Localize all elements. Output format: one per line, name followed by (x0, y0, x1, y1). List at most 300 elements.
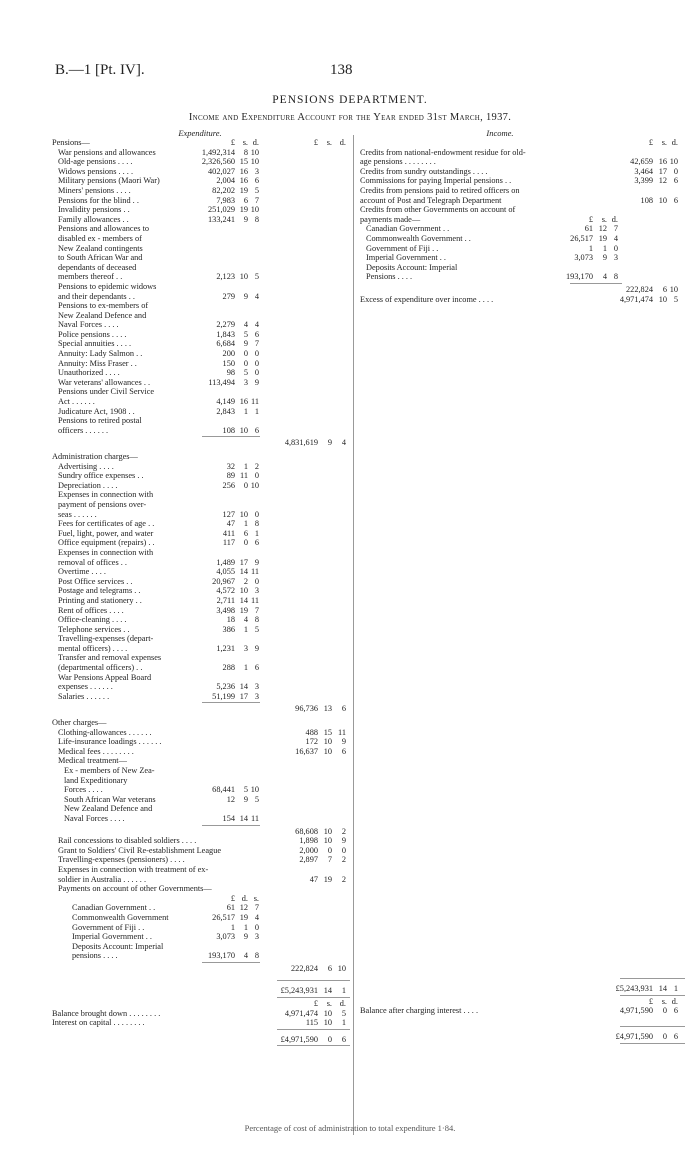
column-divider (353, 135, 354, 1135)
amount-pence: 5 (254, 185, 259, 195)
amount-shillings: 6 (327, 963, 332, 973)
admin-row (52, 519, 352, 529)
payment-row (52, 913, 352, 923)
rule-line (202, 962, 260, 963)
amount-pounds: 3,464 (634, 166, 653, 176)
amount-shillings: 10 (239, 586, 248, 596)
amount-shillings: d. (241, 893, 248, 903)
amount-pence: 0 (341, 845, 346, 855)
pension-row (52, 148, 352, 158)
admin-row (52, 615, 352, 625)
income-row (360, 176, 690, 186)
amount-pence: 4 (254, 291, 259, 301)
row-label: soldier in Australia . . . . . . (58, 874, 147, 884)
amount-pounds: £ (313, 999, 318, 1009)
amount-pounds: 4,149 (216, 397, 235, 407)
amount-pounds: £4,971,590 (615, 1032, 653, 1042)
amount-shillings: 0 (243, 480, 248, 490)
row-label: Pensions to ex-members of (58, 301, 149, 311)
amount-shillings: 16 (658, 157, 667, 167)
statement-title: Income and Expenditure Account for the Year ended 31st March, 1937. (188, 112, 512, 123)
rule-line (277, 1029, 350, 1030)
amount-pence: 2 (254, 461, 259, 471)
currency-header (360, 138, 690, 148)
admin-row (52, 529, 352, 539)
amount-shillings: s. (326, 138, 332, 147)
row-label: Act . . . . . . (58, 397, 95, 407)
amount-pounds: 288 (222, 663, 235, 673)
amount-shillings: 0 (327, 845, 332, 855)
amount-pounds: 61 (584, 224, 593, 234)
amount-shillings: 3 (243, 643, 248, 653)
amount-shillings: 12 (658, 176, 667, 186)
income-inner-row (360, 253, 690, 263)
row-label: and their dependants . . (58, 291, 135, 301)
amount-shillings: 4 (243, 320, 248, 330)
row-label: Canadian Government . . (366, 224, 450, 234)
amount-pence: 10 (250, 157, 259, 167)
amount-pence: 1 (254, 406, 259, 416)
row-label: Commonwealth Government . . (366, 233, 471, 243)
amount-shillings: 1 (243, 624, 248, 634)
pension-row (52, 186, 352, 196)
amount-pounds: 108 (222, 425, 235, 435)
amount-pounds: 5,236 (216, 682, 235, 692)
pension-row (52, 320, 352, 330)
row-label: seas . . . . . . (58, 509, 97, 519)
row-label: Postage and telegrams . . (58, 586, 141, 596)
row-label: Travelling-expenses (pensioners) . . . . (58, 855, 185, 865)
amount-shillings: 7 (327, 855, 332, 865)
row-label: Police pensions . . . . (58, 329, 127, 339)
amount-shillings: 12 (239, 903, 248, 913)
amount-pence: 1 (254, 528, 259, 538)
row-label: Rail concessions to disabled soldiers . . . . (58, 836, 197, 846)
row-label: Expenses in connection with (58, 547, 154, 557)
amount-pounds: 82,202 (212, 185, 235, 195)
amount-pounds: 200 (222, 349, 235, 359)
row-label: expenses . . . . . . (58, 682, 113, 692)
amount-pence: 3 (254, 586, 259, 596)
amount-pounds: 3,073 (574, 253, 593, 263)
admin-row (52, 500, 352, 510)
amount-pence: 7 (254, 195, 259, 205)
amount-shillings: s. (661, 996, 667, 1006)
amount-shillings: 5 (243, 329, 248, 339)
amount-pence: 2 (341, 855, 346, 865)
row-label: Excess of expenditure over income . . . . (360, 294, 494, 304)
amount-pounds: 3,399 (634, 176, 653, 186)
amount-shillings: 14 (239, 813, 248, 823)
pension-row (52, 167, 352, 177)
amount-pounds: 1,231 (216, 643, 235, 653)
amount-pounds: 47 (226, 519, 235, 529)
amount-pounds: 113,494 (208, 377, 235, 387)
amount-shillings: 6 (662, 284, 667, 294)
admin-row (52, 567, 352, 577)
amount-pounds: 12 (226, 794, 235, 804)
row-label: Overtime . . . . (58, 567, 106, 577)
admin-row (52, 586, 352, 596)
medical-row (52, 795, 352, 805)
row-label: Credits from pensions paid to retired officers on (360, 185, 520, 195)
amount-shillings: 9 (243, 339, 248, 349)
amount-shillings: 0 (243, 349, 248, 359)
row-label: War Pensions Appeal Board (58, 672, 152, 682)
amount-pence: 4 (613, 233, 618, 243)
payments-total (52, 964, 352, 974)
amount-pence: 5 (341, 1008, 346, 1018)
amount-shillings: 19 (239, 185, 248, 195)
amount-pence: 0 (673, 166, 678, 176)
amount-pence: 11 (338, 727, 346, 737)
amount-pounds: 68,608 (295, 826, 318, 836)
currency-header (360, 997, 690, 1007)
amount-pounds: 133,241 (208, 214, 235, 224)
income-table (360, 138, 690, 1045)
row-label: Credits from national-endowment residue for old- (360, 147, 526, 157)
amount-pence: 6 (254, 425, 259, 435)
amount-shillings: 5 (243, 368, 248, 378)
currency-header (52, 999, 352, 1009)
pension-row (52, 397, 352, 407)
payment-row (52, 932, 352, 942)
amount-pence: 9 (341, 836, 346, 846)
amount-shillings: 15 (239, 157, 248, 167)
amount-pence: 11 (251, 595, 259, 605)
rule (360, 977, 690, 980)
pension-row (52, 387, 352, 397)
amount-shillings: 16 (239, 166, 248, 176)
amount-pence: 6 (254, 176, 259, 186)
row-label: Life-insurance loadings . . . . . . (58, 737, 162, 747)
pension-row (52, 244, 352, 254)
amount-pounds: 4,971,590 (619, 1006, 653, 1016)
row-label: Unauthorized . . . . (58, 368, 120, 378)
amount-pounds: 117 (222, 538, 235, 548)
amount-shillings: s. (661, 138, 667, 147)
row-label: Canadian Government . . (72, 903, 156, 913)
amount-pence: 6 (341, 704, 346, 714)
row-label: members thereof . . (58, 272, 123, 282)
amount-shillings: 4 (602, 272, 607, 282)
amount-pounds: 18 (226, 615, 235, 625)
admin-row (52, 663, 352, 673)
pension-row (52, 196, 352, 206)
currency-header (52, 894, 352, 904)
row-label: to South African War and (58, 253, 143, 263)
amount-shillings: 4 (243, 951, 248, 961)
amount-shillings: 10 (323, 1018, 332, 1028)
amount-pounds: 47 (309, 874, 318, 884)
amount-pounds: 150 (222, 358, 235, 368)
amount-shillings: 6 (243, 195, 248, 205)
row-label: payment of pensions over- (58, 499, 147, 509)
amount-pence: 6 (341, 1034, 346, 1044)
payment-row (52, 903, 352, 913)
amount-pence: 9 (341, 737, 346, 747)
amount-pence: 10 (250, 205, 259, 215)
amount-pence: 1 (673, 984, 678, 994)
admin-row (52, 644, 352, 654)
amount-pence: 1 (341, 1018, 346, 1028)
currency-header (52, 138, 352, 148)
row-label: New Zealand Defence and (64, 804, 153, 814)
amount-pounds: 222,824 (291, 963, 318, 973)
balance-row (52, 1018, 352, 1028)
row-label: Payments on account of other Governments— (58, 884, 212, 894)
amount-shillings: 0 (662, 1006, 667, 1016)
amount-shillings: 1 (243, 519, 248, 529)
amount-pence: 5 (673, 294, 678, 304)
balance-row (52, 1009, 352, 1019)
row-label: Credits from sundry outstandings . . . . (360, 166, 488, 176)
row-label: Annuity: Miss Fraser . . (58, 358, 137, 368)
pension-row (52, 292, 352, 302)
row-label: Advertising . . . . (58, 461, 114, 471)
amount-pounds: 251,029 (208, 205, 235, 215)
income-inner-row (360, 272, 690, 282)
pension-row (52, 205, 352, 215)
admin-row (52, 692, 352, 702)
row-label: Ex - members of New Zea- (64, 766, 155, 775)
amount-pounds: 1 (230, 922, 235, 932)
department-title: PENSIONS DEPARTMENT. (272, 94, 428, 106)
amount-pounds: 6,684 (216, 339, 235, 349)
admin-row (52, 634, 352, 644)
amount-pounds: 488 (305, 727, 318, 737)
amount-pounds: £4,971,590 (280, 1034, 318, 1044)
row-label: Deposits Account: Imperial (72, 941, 164, 951)
amount-shillings: 15 (323, 727, 332, 737)
row-label: officers . . . . . . (58, 425, 109, 435)
amount-pence: 2 (341, 874, 346, 884)
amount-shillings: 17 (239, 691, 248, 701)
row-label: Pensions— (52, 138, 90, 147)
amount-pence: 4 (254, 320, 259, 330)
admin-row (52, 673, 352, 683)
amount-pence: 8 (254, 951, 259, 961)
amount-pence: 0 (254, 509, 259, 519)
amount-pence: 3 (254, 932, 259, 942)
rule (360, 1025, 690, 1028)
amount-pounds: 279 (222, 291, 235, 301)
amount-pounds: £ (588, 214, 593, 224)
amount-pounds: 2,123 (216, 272, 235, 282)
row-label: Annuity: Lady Salmon . . (58, 349, 143, 359)
row-label: age pensions . . . . . . . . (360, 157, 436, 167)
rule-line (620, 1026, 685, 1027)
payment-row (52, 923, 352, 933)
admin-row (52, 548, 352, 558)
admin-row (52, 471, 352, 481)
row-label: Office-cleaning . . . . (58, 615, 127, 625)
pension-row (52, 272, 352, 282)
amount-shillings: 17 (239, 557, 248, 567)
row-label: Pensions . . . . (366, 272, 413, 282)
row-label: Depreciation . . . . (58, 480, 118, 490)
amount-shillings: 12 (598, 224, 607, 234)
amount-pounds: 2,897 (299, 855, 318, 865)
amount-pence: 7 (613, 224, 618, 234)
amount-shillings: 10 (323, 1008, 332, 1018)
amount-shillings: s. (601, 214, 607, 224)
amount-pence: 8 (254, 615, 259, 625)
amount-pence: 0 (254, 358, 259, 368)
amount-shillings: 11 (240, 471, 248, 481)
amount-pounds: 108 (640, 195, 653, 205)
amount-pence: 3 (254, 682, 259, 692)
admin-row (52, 510, 352, 520)
rule-line (620, 978, 685, 979)
income-inner-row (360, 224, 690, 234)
amount-shillings: 8 (243, 147, 248, 157)
other-row (52, 728, 352, 738)
amount-shillings: 10 (323, 826, 332, 836)
income-row (360, 157, 690, 167)
rule-line (277, 980, 350, 981)
income-inner-total (360, 285, 690, 295)
row-label: land Expeditionary (64, 775, 128, 785)
amount-shillings: 0 (327, 1034, 332, 1044)
medical-row (52, 814, 352, 824)
pension-row (52, 349, 352, 359)
rule-line (570, 283, 622, 284)
income-inner-row (360, 244, 690, 254)
grand-total (52, 986, 352, 996)
balance-row (360, 1006, 690, 1016)
amount-shillings: 0 (662, 1032, 667, 1042)
row-label: Forces . . . . (64, 785, 103, 795)
amount-pounds: 222,824 (626, 284, 653, 294)
income-heading: Income. (486, 128, 514, 138)
admin-row (52, 490, 352, 500)
row-label: Imperial Government . . (366, 253, 446, 263)
amount-shillings: 9 (602, 253, 607, 263)
pension-row (52, 253, 352, 263)
amount-shillings: 1 (243, 663, 248, 673)
amount-shillings: 19 (239, 205, 248, 215)
pension-row (52, 311, 352, 321)
row-label: Printing and stationery . . (58, 595, 142, 605)
pension-row (52, 368, 352, 378)
row-label: War veterans' allowances . . (58, 377, 151, 387)
income-row (360, 148, 690, 158)
amount-pounds: 61 (226, 903, 235, 913)
rule (52, 979, 352, 982)
row-label: Pensions for the blind . . (58, 195, 139, 205)
rule-line (202, 825, 260, 826)
row-label: Transfer and removal expenses (58, 653, 162, 663)
amount-pounds: 1,843 (216, 329, 235, 339)
admin-row (52, 606, 352, 616)
row-label: Telephone services . . (58, 624, 130, 634)
amount-pounds: 127 (222, 509, 235, 519)
amount-shillings: 9 (243, 794, 248, 804)
spacer (360, 1016, 690, 1026)
amount-pence: 7 (254, 903, 259, 913)
amount-pence: d. (252, 138, 259, 147)
amount-pence: 11 (251, 567, 259, 577)
amount-pounds: 4,971,474 (284, 1008, 318, 1018)
amount-pounds: 51,199 (212, 691, 235, 701)
amount-shillings: 9 (327, 438, 332, 448)
amount-pounds: 2,326,560 (201, 157, 235, 167)
row-label: Invalidity pensions . . (58, 205, 130, 215)
amount-pounds: 32 (226, 461, 235, 471)
rule (360, 1042, 690, 1045)
row-label: Naval Forces . . . . (58, 320, 119, 330)
income-inner-row (360, 263, 690, 273)
row-label: mental officers) . . . . (58, 643, 128, 653)
amount-pounds: 154 (222, 813, 235, 823)
amount-shillings: 9 (243, 932, 248, 942)
pension-row (52, 301, 352, 311)
row-label: South African War veterans (64, 794, 156, 804)
row-label: Old-age pensions . . . . (58, 157, 133, 167)
amount-shillings: 17 (658, 166, 667, 176)
currency-header (360, 215, 690, 225)
amount-shillings: 13 (323, 704, 332, 714)
amount-pounds: 2,711 (216, 595, 235, 605)
row-label: Clothing-allowances . . . . . . (58, 727, 152, 737)
pension-row (52, 234, 352, 244)
row-label: Pensions under Civil Service (58, 387, 155, 397)
row-label: Government of Fiji . . (366, 243, 439, 253)
payment-row (52, 951, 352, 961)
amount-pounds: 4,055 (216, 567, 235, 577)
row-label: Medical fees . . . . . . . . (58, 746, 134, 756)
row-label: Imperial Government . . (72, 932, 152, 942)
amount-pence: 11 (251, 397, 259, 407)
amount-pence: d. (339, 999, 346, 1009)
row-label: Family allowances . . (58, 214, 129, 224)
rule-line (277, 1045, 350, 1046)
pensions-total (52, 438, 352, 448)
amount-pence: 10 (669, 284, 678, 294)
pension-row (52, 157, 352, 167)
amount-pounds: 4,831,619 (284, 438, 318, 448)
pension-row (52, 339, 352, 349)
row-label: Commissions for paying Imperial pensions . . (360, 176, 512, 186)
amount-shillings: 9 (243, 214, 248, 224)
amount-pounds: 1,898 (299, 836, 318, 846)
amount-shillings: s. (326, 999, 332, 1009)
row-label: payments made— (360, 214, 421, 224)
admin-row (52, 538, 352, 548)
row-label: dependants of deceased (58, 262, 137, 272)
amount-pence: 5 (254, 794, 259, 804)
amount-shillings: 2 (243, 576, 248, 586)
spacer (360, 304, 690, 977)
amount-shillings: 9 (243, 291, 248, 301)
amount-shillings: 1 (243, 922, 248, 932)
amount-shillings: 19 (239, 912, 248, 922)
rule (52, 1044, 352, 1047)
amount-pence: 9 (254, 643, 259, 653)
income-row (360, 167, 690, 177)
amount-pence: s. (253, 893, 259, 903)
row-label: Pensions to epidemic widows (58, 281, 157, 291)
amount-pence: 0 (254, 368, 259, 378)
row-label: New Zealand Defence and (58, 310, 147, 320)
row-label: Medical treatment— (58, 756, 127, 766)
amount-pounds: 411 (222, 528, 235, 538)
row-label: Expenses in connection with treatment of ex- (58, 864, 209, 874)
admin-row (52, 625, 352, 635)
row-label: Office equipment (repairs) . . (58, 538, 155, 548)
rule-line (620, 1043, 685, 1044)
